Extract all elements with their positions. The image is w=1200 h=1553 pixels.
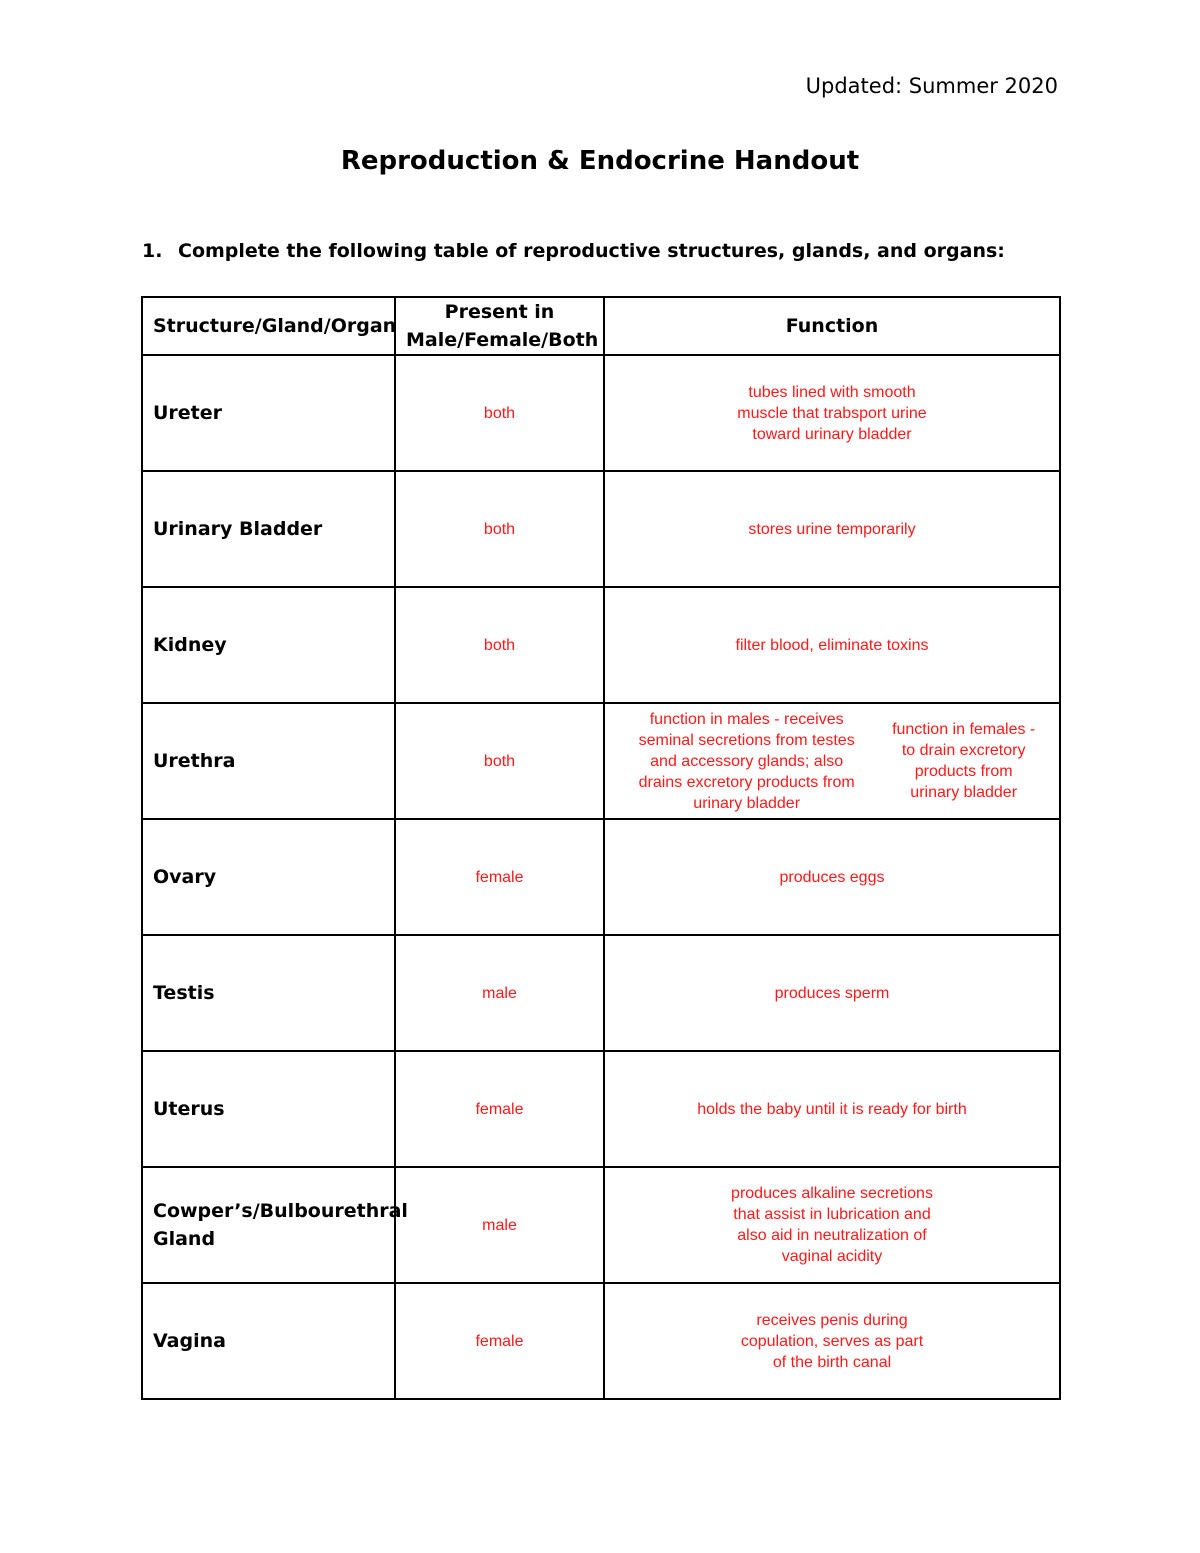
function-line: stores urine temporarily bbox=[748, 520, 916, 538]
function-cell bbox=[604, 471, 1060, 587]
function-line: drains excretory products from bbox=[638, 773, 855, 791]
present-in-cell: both bbox=[395, 471, 604, 587]
structure-cell: Ovary bbox=[142, 819, 395, 935]
function-cell bbox=[604, 1283, 1060, 1399]
function-line: to drain excretory bbox=[901, 742, 1026, 759]
function-line: produces alkaline secretions bbox=[731, 1185, 933, 1202]
header-present: Present in Male/Female/Both bbox=[395, 297, 604, 355]
structure-cell: Cowper’s/Bulbourethral Gland bbox=[142, 1167, 395, 1283]
function-line: urinary bladder bbox=[693, 794, 801, 812]
present-in-cell: female bbox=[395, 1283, 604, 1399]
table-header-row bbox=[142, 297, 1060, 355]
function-line: copulation, serves as part bbox=[740, 1332, 924, 1350]
function-line: tubes lined with smooth bbox=[748, 383, 916, 401]
function-cell bbox=[604, 703, 1060, 819]
structure-cell: Vagina bbox=[142, 1283, 395, 1399]
table-row bbox=[142, 1051, 1060, 1167]
question-number: 1. bbox=[142, 240, 163, 262]
question-prompt bbox=[142, 240, 1005, 262]
function-cell bbox=[604, 1167, 1060, 1283]
function-line: and accessory glands; also bbox=[650, 752, 844, 770]
structure-cell: Kidney bbox=[142, 587, 395, 703]
function-line: produces eggs bbox=[779, 868, 885, 886]
question-text: Complete the following table of reproductive structures, glands, and organs: bbox=[178, 240, 1005, 262]
table-row bbox=[142, 935, 1060, 1051]
function-line: products from bbox=[914, 763, 1013, 780]
function-split bbox=[615, 709, 1049, 814]
function-line: of the birth canal bbox=[772, 1353, 892, 1371]
structure-cell: Urethra bbox=[142, 703, 395, 819]
function-line: urinary bladder bbox=[910, 784, 1018, 801]
present-in-cell: female bbox=[395, 819, 604, 935]
table-row bbox=[142, 703, 1060, 819]
table-row bbox=[142, 355, 1060, 471]
present-in-cell: male bbox=[395, 1167, 604, 1283]
structure-cell: Ureter bbox=[142, 355, 395, 471]
function-line: that assist in lubrication and bbox=[733, 1206, 931, 1223]
page-title: Reproduction & Endocrine Handout bbox=[340, 146, 860, 176]
function-line: seminal secretions from testes bbox=[638, 731, 855, 749]
function-line: receives penis during bbox=[756, 1311, 908, 1329]
function-male bbox=[615, 709, 878, 814]
function-line: also aid in neutralization of bbox=[737, 1227, 927, 1244]
header-structure: Structure/Gland/Organ bbox=[142, 297, 395, 355]
function-cell bbox=[604, 935, 1060, 1051]
present-in-cell: female bbox=[395, 1051, 604, 1167]
function-cell bbox=[604, 1051, 1060, 1167]
function-line: function in females - bbox=[892, 721, 1036, 738]
table-row bbox=[142, 819, 1060, 935]
table-row bbox=[142, 1167, 1060, 1283]
updated-date: Updated: Summer 2020 bbox=[805, 74, 1058, 98]
present-in-cell: both bbox=[395, 703, 604, 819]
present-in-cell: both bbox=[395, 587, 604, 703]
function-line: filter blood, eliminate toxins bbox=[735, 636, 929, 654]
function-line: muscle that trabsport urine bbox=[737, 404, 927, 422]
function-line: holds the baby until it is ready for birth bbox=[697, 1100, 967, 1118]
function-cell bbox=[604, 587, 1060, 703]
table-row bbox=[142, 471, 1060, 587]
present-in-cell: male bbox=[395, 935, 604, 1051]
function-cell bbox=[604, 819, 1060, 935]
structure-cell: Urinary Bladder bbox=[142, 471, 395, 587]
function-line: vaginal acidity bbox=[781, 1248, 883, 1265]
function-line: function in males - receives bbox=[649, 710, 844, 728]
table-body bbox=[142, 355, 1060, 1399]
header-function: Function bbox=[604, 297, 1060, 355]
function-cell bbox=[604, 355, 1060, 471]
reproductive-structures-table bbox=[141, 296, 1061, 1400]
present-in-cell: both bbox=[395, 355, 604, 471]
function-female bbox=[878, 719, 1049, 803]
function-line: produces sperm bbox=[774, 984, 890, 1002]
table-row bbox=[142, 587, 1060, 703]
table-row bbox=[142, 1283, 1060, 1399]
structure-cell: Testis bbox=[142, 935, 395, 1051]
structure-cell: Uterus bbox=[142, 1051, 395, 1167]
function-line: toward urinary bladder bbox=[752, 425, 912, 443]
